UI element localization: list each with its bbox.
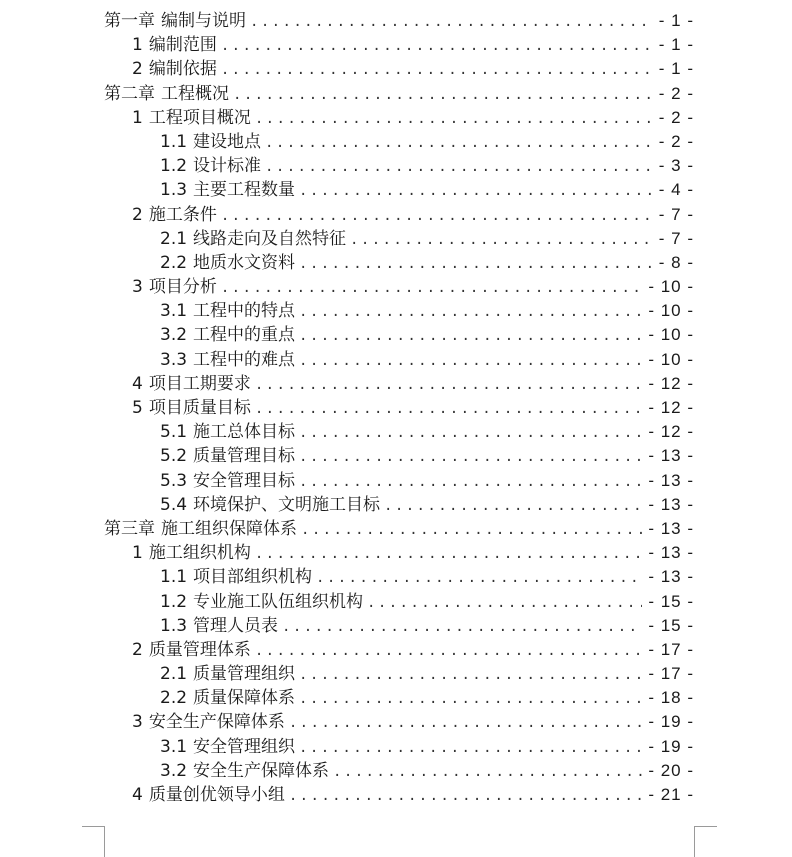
toc-dot-leader (299, 252, 653, 276)
toc-entry-title: 施工组织机构 (148, 543, 251, 564)
toc-entry-number: 4 (132, 373, 143, 394)
toc-entry-page-number: - 3 - (658, 156, 694, 176)
toc-dot-leader (316, 566, 642, 590)
toc-entry-title: 管理人员表 (193, 615, 279, 636)
toc-dot-leader (255, 639, 642, 663)
toc-entry-page-number: - 2 - (658, 83, 694, 103)
toc-entry-number: 2.2 (160, 688, 188, 709)
toc-entry-title: 安全管理组织 (193, 736, 296, 757)
toc-entry-title: 质量创优领导小组 (148, 785, 285, 805)
toc-entry-title: 施工总体目标 (193, 422, 296, 443)
toc-entry-number: 4 (132, 785, 143, 805)
toc-entry-title: 工程中的难点 (193, 349, 296, 370)
toc-entry-page-number: - 2 - (658, 107, 694, 127)
toc-entry-title: 施工组织保障体系 (161, 518, 297, 539)
toc-entry-number: 3.3 (160, 349, 188, 370)
toc-entry-title: 施工条件 (148, 204, 217, 225)
toc-entry-title: 编制范围 (148, 35, 217, 56)
toc-entry-page-number: - 19 - (648, 736, 694, 756)
toc-entry[interactable] (0, 33, 792, 57)
toc-entry[interactable] (0, 154, 792, 178)
toc-entry-page-number: - 13 - (648, 446, 694, 466)
toc-dot-leader (299, 421, 642, 445)
toc-entry-title: 编制与说明 (161, 11, 246, 31)
toc-entry-number: 5.2 (160, 446, 188, 467)
toc-entry-number: 1.2 (160, 156, 188, 177)
toc-entry[interactable] (0, 251, 792, 275)
toc-entry-page-number: - 1 - (658, 35, 694, 55)
toc-dot-leader (299, 736, 642, 760)
toc-entry-number: 第三章 (104, 518, 155, 539)
toc-entry[interactable] (0, 299, 792, 323)
toc-dot-leader (255, 373, 642, 397)
toc-entry-number: 1.3 (160, 180, 188, 201)
toc-dot-leader (350, 228, 653, 252)
toc-entry-page-number: - 7 - (658, 204, 694, 224)
toc-entry-page-number: - 18 - (648, 688, 694, 708)
toc-entry-number: 3.1 (160, 301, 188, 322)
toc-entry-title: 工程中的特点 (193, 301, 296, 322)
toc-entry[interactable] (0, 590, 792, 614)
toc-entry-number: 2 (132, 204, 143, 225)
toc-entry-page-number: - 1 - (658, 59, 694, 79)
toc-entry-number: 2 (132, 639, 143, 660)
toc-entry[interactable] (0, 686, 792, 710)
toc-dot-leader (255, 107, 653, 131)
toc-entry-title: 地质水文资料 (193, 252, 296, 273)
toc-entry[interactable] (0, 638, 792, 662)
toc-entry-title: 建设地点 (193, 131, 262, 152)
toc-entry[interactable] (0, 517, 792, 541)
toc-entry-number: 2.1 (160, 664, 188, 685)
toc-dot-leader (289, 784, 642, 808)
toc-entry-page-number: - 20 - (648, 760, 694, 780)
toc-entry-page-number: - 1 - (658, 11, 694, 30)
toc-entry-number: 2 (132, 59, 143, 80)
toc-entry[interactable] (0, 759, 792, 783)
toc-dot-leader (221, 204, 653, 228)
toc-dot-leader (250, 10, 653, 34)
toc-dot-leader (384, 494, 642, 518)
toc-entry-number: 5.1 (160, 422, 188, 443)
toc-entry-number: 1.3 (160, 615, 188, 636)
toc-entry[interactable] (0, 348, 792, 372)
toc-entry-number: 1 (132, 35, 143, 56)
toc-dot-leader (299, 470, 642, 494)
toc-dot-leader (221, 276, 642, 300)
toc-entry-page-number: - 10 - (648, 349, 694, 369)
toc-entry-page-number: - 12 - (648, 373, 694, 393)
toc-dot-leader (265, 131, 653, 155)
toc-dot-leader (299, 179, 653, 203)
toc-entry-number: 5.4 (160, 494, 188, 515)
toc-dot-leader (299, 324, 642, 348)
toc-dot-leader (367, 591, 642, 615)
toc-dot-leader (299, 349, 642, 373)
toc-entry-title: 工程中的重点 (193, 325, 296, 346)
toc-entry-title: 工程概况 (161, 83, 229, 104)
toc-entry[interactable] (0, 396, 792, 420)
toc-entry-page-number: - 13 - (648, 470, 694, 490)
toc-entry-page-number: - 10 - (648, 301, 694, 321)
toc-entry-number: 3 (132, 712, 143, 733)
toc-entry[interactable] (0, 275, 792, 299)
toc-entry[interactable] (0, 178, 792, 202)
toc-entry-title: 项目质量目标 (148, 398, 251, 418)
toc-entry-title: 安全生产保障体系 (193, 760, 330, 781)
toc-dot-leader (255, 397, 642, 421)
toc-entry-number: 3.2 (160, 760, 188, 781)
toc-entry[interactable] (0, 469, 792, 493)
toc-entry[interactable] (0, 420, 792, 444)
toc-entry[interactable] (0, 323, 792, 347)
page-corner-mark-right (694, 826, 717, 857)
toc-entry-number: 第二章 (104, 83, 155, 104)
toc-entry[interactable] (0, 106, 792, 130)
toc-entry-page-number: - 19 - (648, 712, 694, 732)
toc-entry-page-number: - 10 - (648, 325, 694, 345)
toc-entry-page-number: - 4 - (658, 180, 694, 200)
toc-entry[interactable] (0, 9, 792, 33)
toc-entry-title: 项目分析 (148, 277, 217, 298)
toc-entry-number: 第一章 (104, 11, 155, 31)
toc-entry-page-number: - 12 - (648, 422, 694, 442)
toc-entry-title: 质量保障体系 (193, 688, 296, 709)
toc-entry-page-number: - 2 - (658, 131, 694, 151)
toc-dot-leader (265, 155, 653, 179)
toc-entry[interactable] (0, 372, 792, 396)
toc-entry-title: 环境保护、文明施工目标 (193, 494, 381, 515)
toc-dot-leader (301, 518, 642, 542)
toc-entry[interactable] (0, 203, 792, 227)
toc-entry[interactable] (0, 735, 792, 759)
toc-entry-title: 质量管理体系 (148, 639, 251, 660)
toc-dot-leader (299, 663, 642, 687)
toc-entry-title: 质量管理组织 (193, 664, 296, 685)
toc-entry[interactable] (0, 57, 792, 81)
toc-entry-number: 3 (132, 277, 143, 298)
toc-entry-page-number: - 13 - (648, 543, 694, 563)
toc-entry-number: 1.1 (160, 567, 188, 588)
toc-entry[interactable] (0, 493, 792, 517)
toc-entry-title: 设计标准 (193, 156, 262, 177)
toc-entry[interactable] (0, 444, 792, 468)
toc-entry-number: 2.1 (160, 228, 188, 249)
toc-entry-title: 编制依据 (148, 59, 217, 80)
toc-entry-title: 安全生产保障体系 (148, 712, 285, 733)
toc-entry-page-number: - 13 - (648, 518, 694, 538)
toc-entry-title: 项目工期要求 (148, 373, 251, 394)
toc-entry-title: 专业施工队伍组织机构 (193, 591, 364, 612)
toc-entry[interactable] (0, 783, 792, 807)
toc-entry-number: 1 (132, 107, 143, 128)
toc-entry-page-number: - 15 - (648, 615, 694, 635)
toc-dot-leader (299, 687, 642, 711)
toc-entry-number: 5.3 (160, 470, 188, 491)
toc-entry-title: 工程项目概况 (148, 107, 251, 128)
toc-entry-number: 3.2 (160, 325, 188, 346)
toc-entry[interactable] (0, 227, 792, 251)
toc-entry[interactable] (0, 710, 792, 734)
toc-entry-number: 2.2 (160, 252, 188, 273)
toc-entry-number: 3.1 (160, 736, 188, 757)
toc-dot-leader (299, 300, 642, 324)
toc-entry-number: 5 (132, 398, 143, 418)
toc-entry-title: 主要工程数量 (193, 180, 296, 201)
toc-dot-leader (333, 760, 642, 784)
toc-entry-page-number: - 15 - (648, 591, 694, 611)
toc-entry-page-number: - 13 - (648, 494, 694, 514)
toc-entry-page-number: - 21 - (648, 785, 694, 804)
toc-entry-title: 质量管理目标 (193, 446, 296, 467)
toc-entry[interactable] (0, 662, 792, 686)
toc-dot-leader (221, 58, 653, 82)
page-corner-mark-left (82, 826, 105, 857)
toc-dot-leader (289, 711, 642, 735)
toc-entry-page-number: - 10 - (648, 277, 694, 297)
toc-entry[interactable] (0, 82, 792, 106)
toc-entry-page-number: - 7 - (658, 228, 694, 248)
toc-dot-leader (299, 445, 642, 469)
toc-dot-leader (221, 34, 653, 58)
table-of-contents (0, 9, 792, 807)
toc-entry-page-number: - 8 - (658, 252, 694, 272)
toc-entry-page-number: - 12 - (648, 398, 694, 417)
toc-entry-page-number: - 17 - (648, 639, 694, 659)
toc-entry-title: 安全管理目标 (193, 470, 296, 491)
toc-entry-page-number: - 13 - (648, 567, 694, 587)
toc-entry-number: 1 (132, 543, 143, 564)
toc-entry[interactable] (0, 614, 792, 638)
toc-entry-number: 1.2 (160, 591, 188, 612)
toc-entry[interactable] (0, 541, 792, 565)
toc-dot-leader (233, 83, 653, 107)
toc-entry[interactable] (0, 565, 792, 589)
toc-entry-title: 线路走向及自然特征 (193, 228, 347, 249)
toc-entry-page-number: - 17 - (648, 664, 694, 684)
toc-dot-leader (255, 542, 642, 566)
toc-entry[interactable] (0, 130, 792, 154)
toc-entry-title: 项目部组织机构 (193, 567, 313, 588)
toc-dot-leader (282, 615, 642, 639)
toc-entry-number: 1.1 (160, 131, 188, 152)
